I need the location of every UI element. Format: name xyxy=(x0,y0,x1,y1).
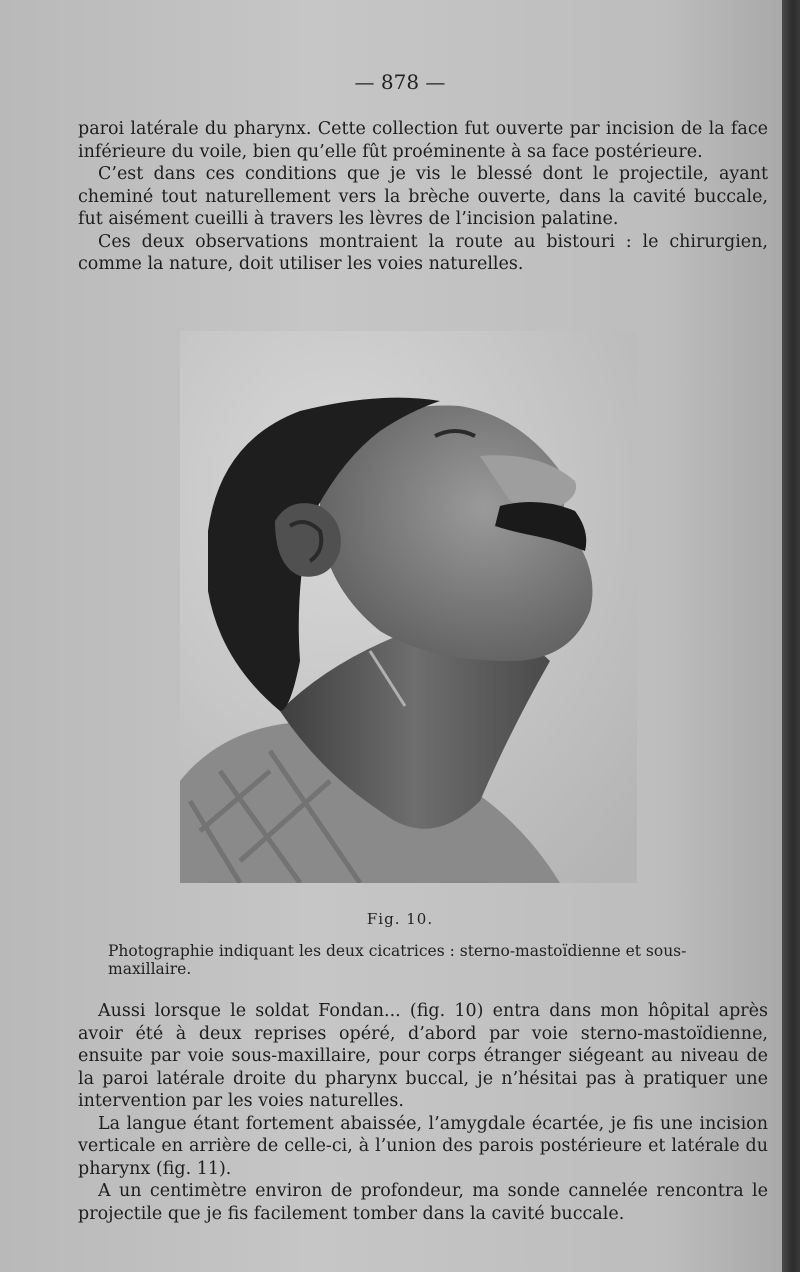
figure-label: Fig. 10. xyxy=(366,910,434,928)
paragraph: La langue étant fortement abaissée, l’amygdale écartée, je fis une incision verticale en arrière de celle-ci, à l’union des parois postérieure et latérale du pharynx (fig. 11). xyxy=(78,1113,768,1179)
bottom-text-block xyxy=(78,1000,768,1225)
portrait-photo xyxy=(180,331,637,883)
paragraph: Aussi lorsque le soldat Fondan... (fig. 10) entra dans mon hôpital après avoir été à deux reprises opéré, d’abord par voie sterno-mastoïdienne, ensuite par voie sous-maxillaire, pour corps étranger siégeant au niveau de la paroi latérale droite du pharynx buccal, je n’hésitai pas à pratiquer une intervention par les voies naturelles. xyxy=(78,1001,768,1111)
figure-photograph xyxy=(180,331,637,883)
paragraph: Ces deux observations montraient la route au bistouri : le chirurgien, comme la nature, doit utiliser les voies naturelles. xyxy=(78,231,768,274)
paragraph: C’est dans ces conditions que je vis le blessé dont le projectile, ayant cheminé tout naturellement vers la brèche ouverte, dans la cavité buccale, fut aisément cueilli à travers les lèvres de l’incision palatine. xyxy=(78,164,768,229)
figure-caption: Photographie indiquant les deux cicatrices : sterno-mastoïdienne et sous-maxillaire. xyxy=(108,942,687,978)
paragraph: A un centimètre environ de profondeur, ma sonde cannelée rencontra le projectile que je fis facilement tomber dans la cavité buccale. xyxy=(78,1181,768,1224)
paragraph: paroi latérale du pharynx. Cette collection fut ouverte par incision de la face inférieure du voile, bien qu’elle fût proéminente à sa face postérieure. xyxy=(78,119,768,162)
top-text-block xyxy=(78,118,768,276)
page-number: — 878 — xyxy=(354,70,446,94)
book-binding xyxy=(782,0,800,1272)
